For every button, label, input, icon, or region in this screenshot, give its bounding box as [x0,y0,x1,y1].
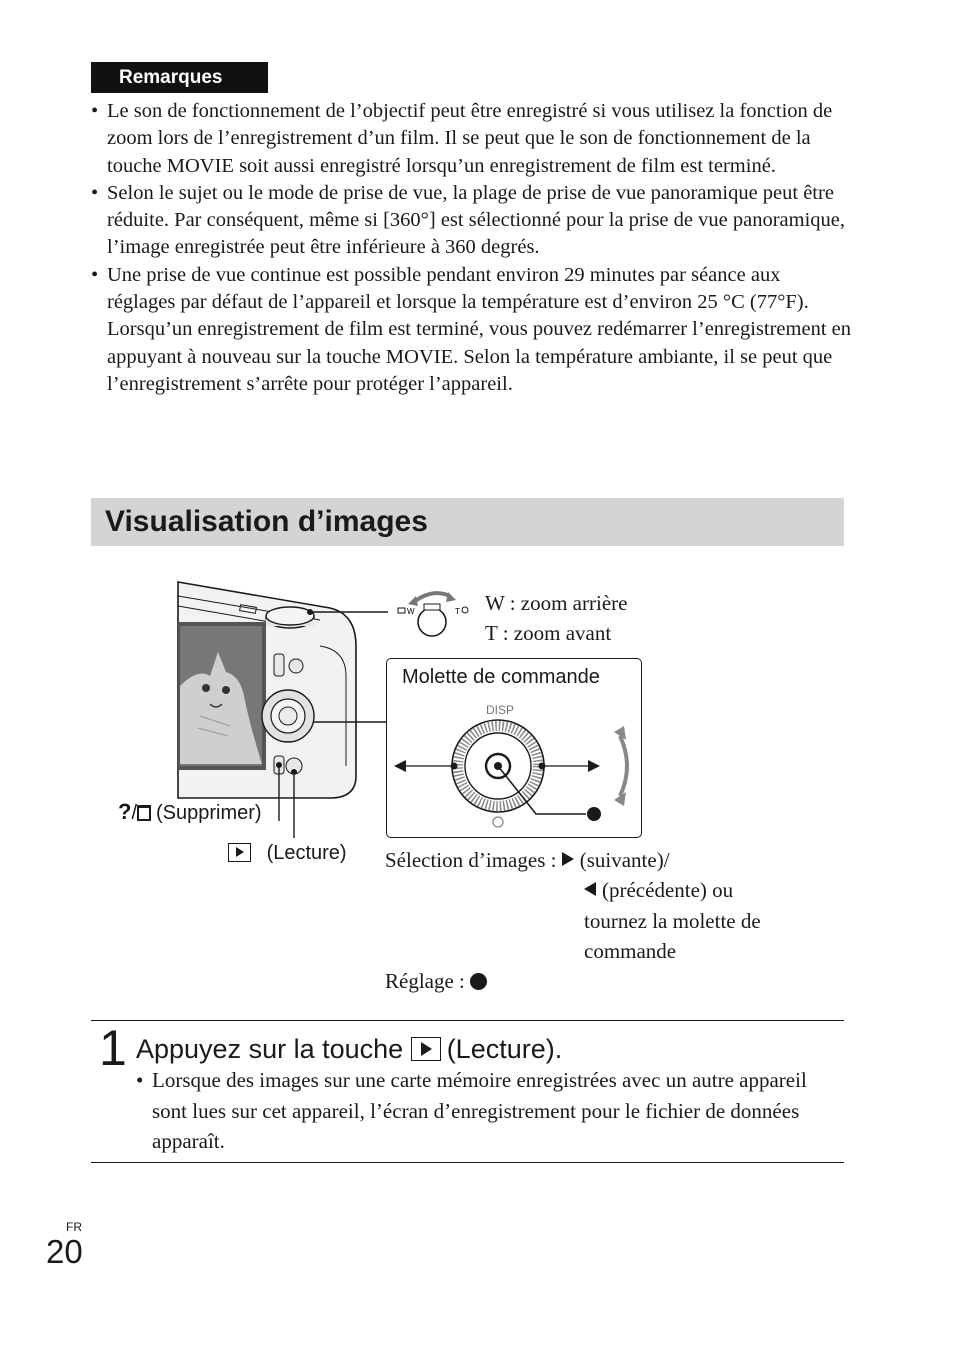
zoom-t-text: T : zoom avant [485,621,612,645]
setting-line [385,966,487,996]
help-icon: ? [118,799,132,824]
lever-w-label: W [407,607,415,616]
playback-label: (Lecture) [266,842,347,864]
step-number: 1 [99,1020,127,1076]
disp-label: DISP [486,703,515,717]
page-number: 20 [46,1233,83,1270]
next-arrow-icon [562,852,574,866]
playback-icon [411,1037,441,1061]
remark-item: • Une prise de vue continue est possible pendant environ 29 minutes par séance aux réglages par défaut de l’appareil et lorsque la température est d’environ 25 °C (77°F). Lorsqu’un enregistrement de film est terminé, vous pouvez redémarrer l’enregistrement en appuyant à nouveau sur la touche MOVIE. Selon la température ambiante, il se peut que l’enregistrement s’arrête pour protéger l’appareil. [91,262,851,398]
control-dial-diagram [388,696,640,836]
lever-t-label: T [455,607,460,616]
step-note-text: Lorsque des images sur une carte mémoire enregistrées avec un autre appareil sont lues sur cet appareil, l’écran d’enregistrement pour le fichier de données apparaît. [152,1068,807,1153]
selection-line3: tournez la molette de [584,909,761,933]
step-title-prefix: Appuyez sur la touche [136,1034,404,1064]
playback-icon [228,843,251,862]
selection-next: (suivante)/ [579,848,670,872]
step-note [136,1065,826,1157]
zoom-w-text: W : zoom arrière [485,591,628,615]
selection-prefix: Sélection d’images : [385,848,557,872]
remarks-badge: Remarques [91,62,268,93]
step-top-rule [91,1020,844,1021]
delete-label: (Supprimer) [156,802,262,824]
selection-prev: (précédente) ou [602,878,734,902]
center-button-icon [470,973,487,990]
bullet: • [136,1068,144,1092]
remark-item: • Le son de fonctionnement de l’objectif peut être enregistré si vous utilisez la fonction de zoom lors de l’enregistrement d’un film. Il se peut que le son de fonctionnement de la touche MOVIE soit aussi enregistré lorsqu’un enregistrement de film est terminé. [91,98,851,180]
remarks-list [91,98,851,398]
section-heading: Visualisation d’images [91,498,844,546]
prev-arrow-icon [584,882,596,896]
setting-label: Réglage : [385,969,465,993]
delete-label-row: ?/ (Supprimer) [118,799,262,824]
step-bottom-rule [91,1162,844,1163]
step-title-suffix: (Lecture). [446,1034,563,1064]
zoom-lever-icon [392,586,480,644]
language-code: FR [66,1220,82,1234]
remark-item: • Selon le sujet ou le mode de prise de vue, la plage de prise de vue panoramique peut être réduite. Par conséquent, même si [360°] est sélectionné pour la prise de vue panoramique, l’image enregistrée peut être inférieure à 360 degrés. [91,180,851,262]
selection-line1 [385,845,670,875]
step-title [136,1032,562,1066]
selection-line2 [584,875,733,905]
control-dial-title: Molette de commande [402,666,600,688]
playback-label-row [228,842,347,865]
trash-icon [137,805,151,821]
selection-line4: commande [584,939,677,963]
